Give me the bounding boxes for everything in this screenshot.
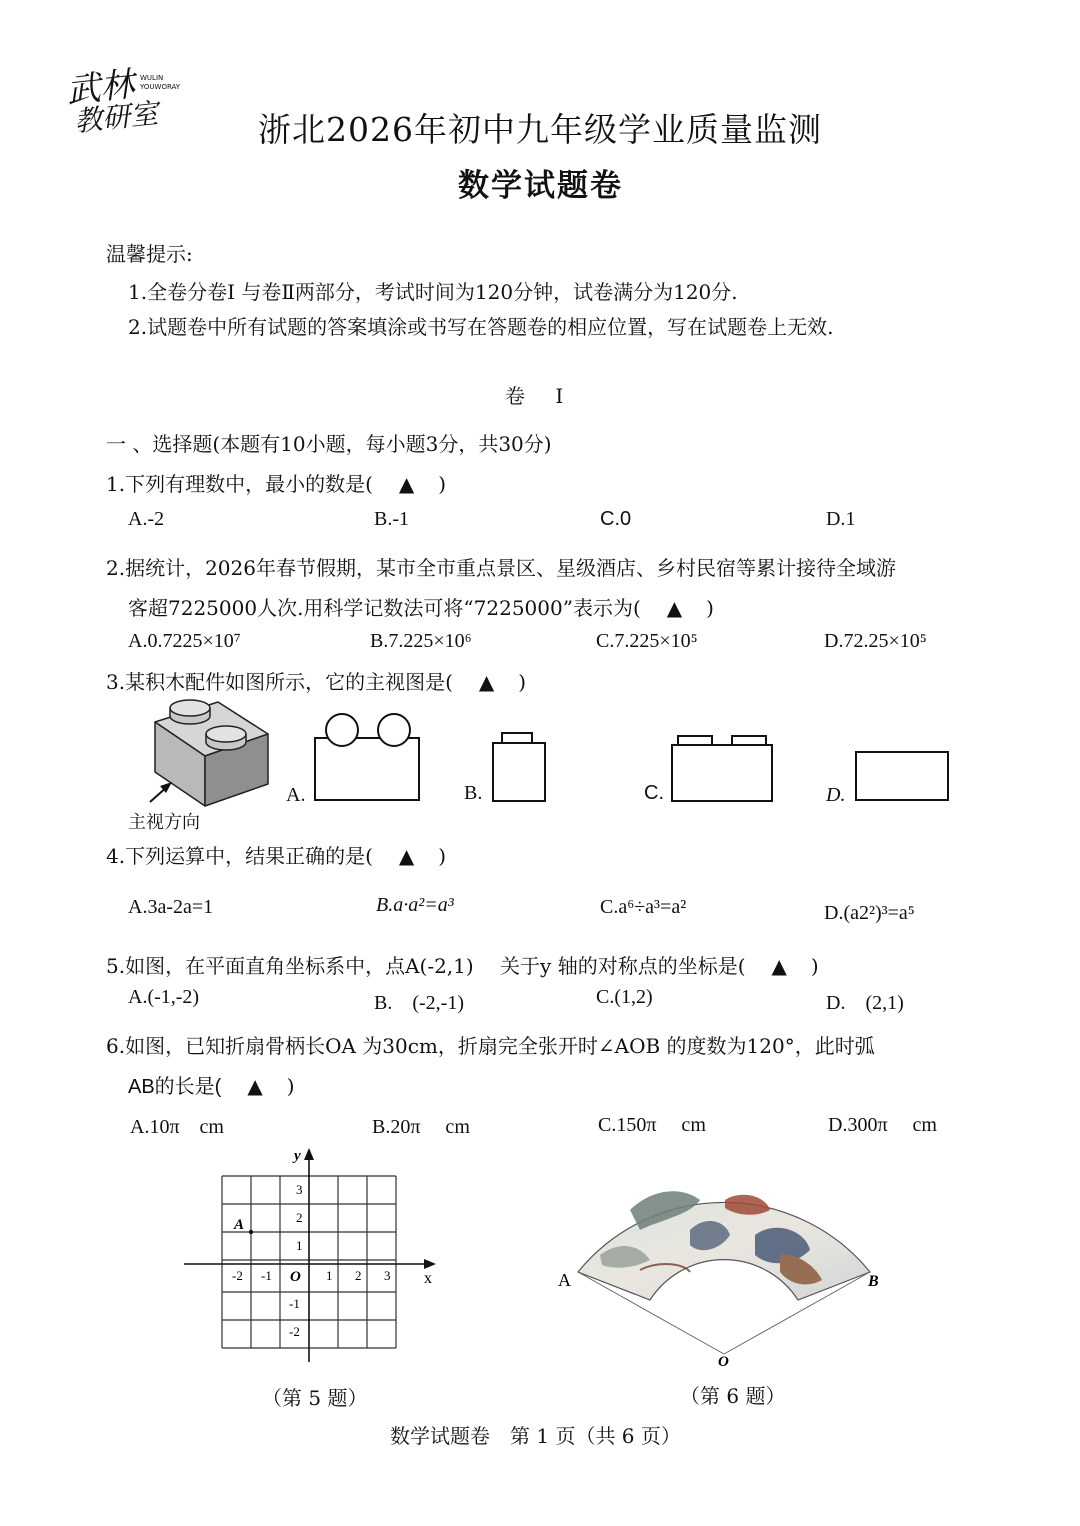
figure5-coordinate-grid xyxy=(170,1140,460,1370)
answer-mark: ▲ xyxy=(666,596,683,620)
x-tick-label: -2 xyxy=(232,1268,243,1283)
brick-3d-figure xyxy=(155,700,268,806)
q6-stem-text: AB的长是( xyxy=(128,1076,222,1098)
q4-option-a: A.3a-2a=1 xyxy=(128,896,214,918)
q3-option-d: D. xyxy=(826,784,846,806)
page-title: 浙北2026年初中九年级学业质量监测 xyxy=(258,110,822,149)
q1-close: ) xyxy=(438,472,447,496)
y-tick-label: 3 xyxy=(296,1182,303,1197)
figure6-caption: （第 6 题） xyxy=(680,1384,786,1408)
volume-heading: 卷 I xyxy=(505,384,576,408)
answer-mark: ▲ xyxy=(247,1074,263,1098)
q4-close: ) xyxy=(438,844,447,868)
x-axis-arrow xyxy=(424,1259,436,1269)
y-tick-label: 1 xyxy=(296,1238,303,1253)
q5-option-b: B. (-2,-1) xyxy=(374,992,464,1014)
q2-option-b: B.7.225×10⁶ xyxy=(370,630,472,652)
q1-option-a: A.-2 xyxy=(128,508,165,530)
figure5-caption: （第 5 题） xyxy=(262,1386,368,1410)
fan-label-a: A xyxy=(558,1270,571,1290)
answer-mark: ▲ xyxy=(771,954,787,978)
q2-close: ) xyxy=(706,596,714,620)
y-tick-label: -2 xyxy=(289,1324,300,1339)
q3-option-b: B. xyxy=(464,782,483,804)
q1-option-c: C.0 xyxy=(600,508,632,530)
fan-label-o: O xyxy=(718,1354,729,1370)
q6-option-b: B.20π cm xyxy=(372,1116,470,1138)
q1-option-b: B.-1 xyxy=(374,508,409,530)
q3-stem-text: 3.某积木配件如图所示，它的主视图是( xyxy=(106,670,453,694)
q4-option-d: D.(a2²)³=a⁵ xyxy=(824,902,915,924)
q6-option-c: C.150π cm xyxy=(598,1114,706,1136)
q6-close: ) xyxy=(286,1074,295,1098)
q1-option-d: D.1 xyxy=(826,508,856,530)
q4-option-c: C.a⁶÷a³=a² xyxy=(600,896,687,918)
q3-option-b-figure xyxy=(493,733,545,801)
q5-option-a: A.(-1,-2) xyxy=(128,986,200,1008)
q3-option-d-figure xyxy=(856,752,948,800)
q5-stem-text: 5.如图，在平面直角坐标系中，点A(-2,1) 关于y 轴的对称点的坐标是( xyxy=(106,954,746,978)
fan-label-b: B xyxy=(868,1273,879,1290)
q2-option-c: C.7.225×10⁵ xyxy=(596,630,698,652)
q2-option-a: A.0.7225×10⁷ xyxy=(128,630,241,652)
point-a xyxy=(249,1230,253,1234)
tip-item-1: 1.全卷分卷I 与卷Ⅱ两部分，考试时间为120分钟，试卷满分为120分. xyxy=(128,280,738,304)
x-tick-label: -1 xyxy=(261,1268,272,1283)
q3-option-c-figure xyxy=(672,736,772,801)
origin-label: O xyxy=(290,1269,301,1285)
y-tick-label: -1 xyxy=(289,1296,300,1311)
q3-close: ) xyxy=(518,670,527,694)
x-axis-label: x xyxy=(424,1270,432,1287)
q1-stem xyxy=(106,468,446,497)
page-footer: 数学试题卷 第 1 页（共 6 页） xyxy=(390,1424,681,1448)
answer-mark: ▲ xyxy=(398,844,415,868)
q4-stem xyxy=(106,840,446,869)
q1-stem-text: 1.下列有理数中，最小的数是( xyxy=(106,472,373,496)
logo-text-top: 武林 xyxy=(64,64,137,112)
page-subtitle: 数学试题卷 xyxy=(458,168,623,204)
q5-stem xyxy=(106,950,819,979)
q4-option-b: B.a·a²=a³ xyxy=(376,894,454,916)
q6-option-a: A.10π cm xyxy=(130,1116,224,1138)
q3-option-a-figure xyxy=(315,714,419,800)
y-axis-label: y xyxy=(294,1148,301,1164)
q4-stem-text: 4.下列运算中，结果正确的是( xyxy=(106,844,373,868)
y-axis-arrow xyxy=(304,1148,314,1160)
q5-option-c: C.(1,2) xyxy=(596,986,653,1008)
section-heading: 一 、选择题(本题有10小题，每小题3分，共30分) xyxy=(106,432,552,456)
q3-option-a: A. xyxy=(286,784,306,806)
answer-mark: ▲ xyxy=(398,472,415,496)
logo-text-bottom: 教研室 xyxy=(72,96,160,139)
q3-option-c: C. xyxy=(644,782,664,804)
q6-option-d: D.300π cm xyxy=(828,1114,937,1136)
q2-stem-text: 客超7225000人次.用科学记数法可将“7225000”表示为( xyxy=(128,596,641,620)
logo-en-line1: WULIN xyxy=(140,74,164,82)
logo-en-line2: YOUWORAY xyxy=(140,83,181,91)
q2-stem-line1: 2.据统计，2026年春节假期，某市全市重点景区、星级酒店、乡村民宿等累计接待全域游 xyxy=(106,556,896,580)
x-tick-label: 2 xyxy=(355,1268,362,1283)
tip-item-2: 2.试题卷中所有试题的答案填涂或书写在答题卷的相应位置，写在试题卷上无效. xyxy=(128,315,834,339)
q2-stem-line2 xyxy=(128,592,714,621)
x-tick-label: 3 xyxy=(384,1268,391,1283)
view-direction-arrow xyxy=(150,782,172,802)
q6-stem-line2 xyxy=(128,1070,295,1099)
axes xyxy=(184,1152,432,1362)
q5-close: ) xyxy=(810,954,819,978)
q2-option-d: D.72.25×10⁵ xyxy=(824,630,927,652)
y-tick-label: 2 xyxy=(296,1210,303,1225)
figure6-folding-fan xyxy=(540,1160,900,1380)
view-direction-label: 主视方向 xyxy=(128,812,200,833)
q6-stem-line1: 6.如图，已知折扇骨柄长OA 为30cm，折扇完全张开时∠AOB 的度数为120°，此时弧 xyxy=(106,1034,875,1058)
answer-mark: ▲ xyxy=(478,670,495,694)
x-tick-label: 1 xyxy=(326,1268,333,1283)
tips-heading: 温馨提示: xyxy=(106,242,193,266)
q5-option-d: D. (2,1) xyxy=(826,992,904,1014)
point-a-label: A xyxy=(234,1217,245,1233)
